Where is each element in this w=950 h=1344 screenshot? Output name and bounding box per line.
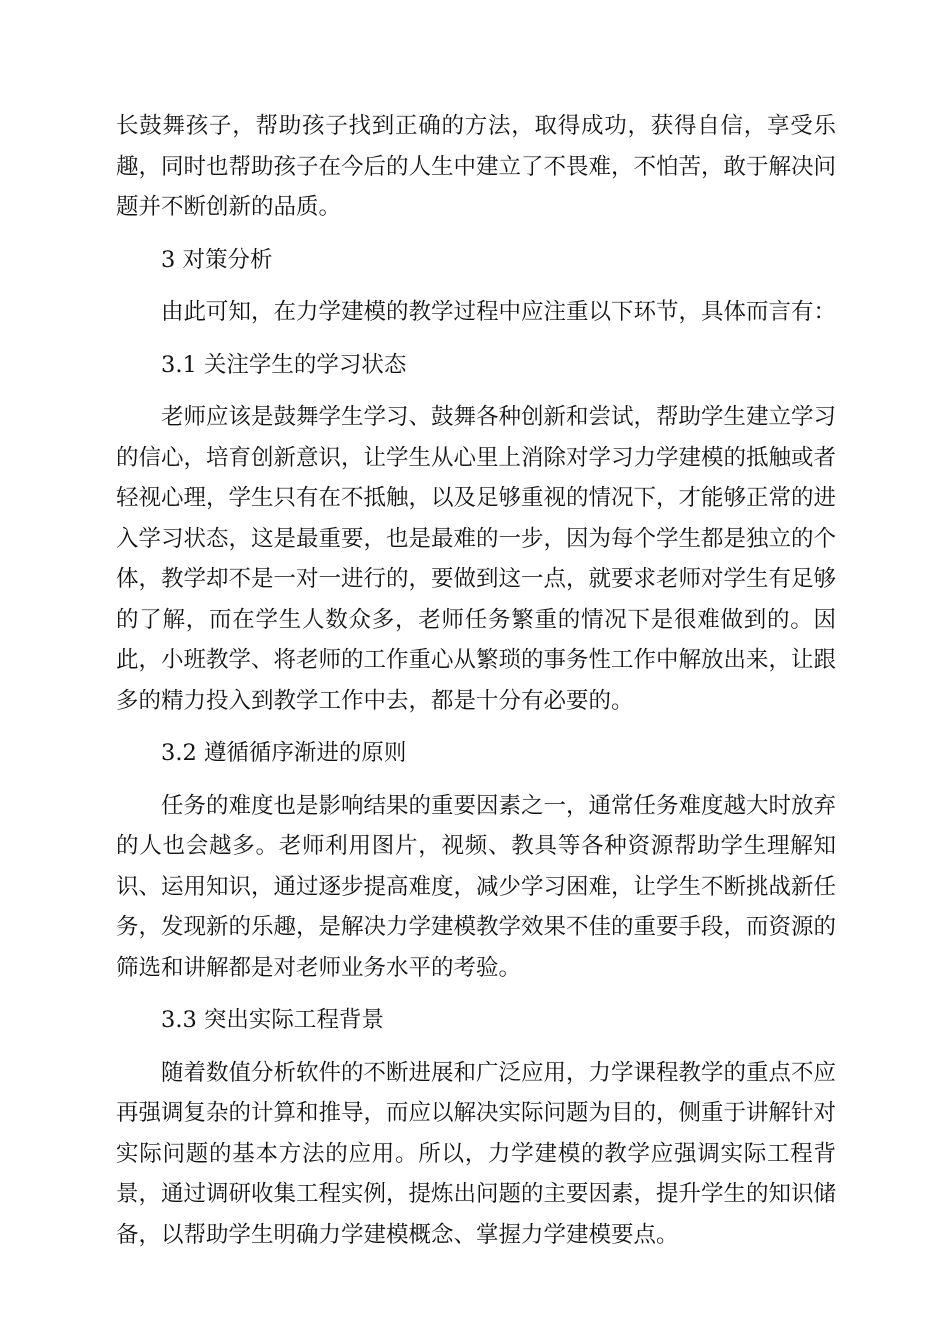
section-heading-3: 3 对策分析: [161, 246, 273, 273]
section-heading-3-1: 3.1 关注学生的学习状态: [161, 351, 407, 378]
section-heading-3-3: 3.3 突出实际工程背景: [161, 1007, 384, 1033]
section-heading-3-2: 3.2 遵循循序渐进的原则: [161, 740, 407, 766]
paragraph-3-1: 老师应该是鼓舞学生学习、鼓舞各种创新和尝试，帮助学生建立学习的信心，培育创新意识，让学生从心里上消除对学习力学建模的抵触或者轻视心理，学生只有在不抵触，以及足够重视的情况下，才能够正常的进入学习状态，这是最重要，也是最难的一步，因为每个学生都是独立的个体，教学却不是一对一进行的，要做到这一点，就要求老师对学生有足够的了解，而在学生人数众多，老师任务繁重的情况下是很难做到的。因此，小班教学、将老师的工作重心从繁琐的事务性工作中解放出来，让跟多的精力投入到教学工作中去，都是十分有必要的。: [116, 404, 837, 714]
paragraph-continued: 长鼓舞孩子，帮助孩子找到正确的方法，取得成功，获得自信，享受乐趣，同时也帮助孩子在今后的人生中建立了不畏难，不怕苦，敢于解决问题并不断创新的品质。: [116, 113, 837, 220]
paragraph-3-3: 随着数值分析软件的不断进展和广泛应用，力学课程教学的重点不应再强调复杂的计算和推导，而应以解决实际问题为目的，侧重于讲解针对实际问题的基本方法的应用。所以，力学建模的教学应强调实际工程背景，通过调研收集工程实例，提炼出问题的主要因素，提升学生的知识储备，以帮助学生明确力学建模概念、掌握力学建模要点。: [116, 1059, 837, 1248]
document-page: [116, 106, 836, 1255]
paragraph-3-2: 任务的难度也是影响结果的重要因素之一，通常任务难度越大时放弃的人也会越多。老师利用图片，视频、教具等各种资源帮助学生理解知识、运用知识，通过逐步提高难度，减少学习困难，让学生不断挑战新任务，发现新的乐趣，是解决力学建模教学效果不佳的重要手段，而资源的筛选和讲解都是对老师业务水平的考验。: [116, 792, 837, 981]
paragraph-intro: 由此可知，在力学建模的教学过程中应注重以下环节，具体而言有：: [161, 299, 837, 325]
